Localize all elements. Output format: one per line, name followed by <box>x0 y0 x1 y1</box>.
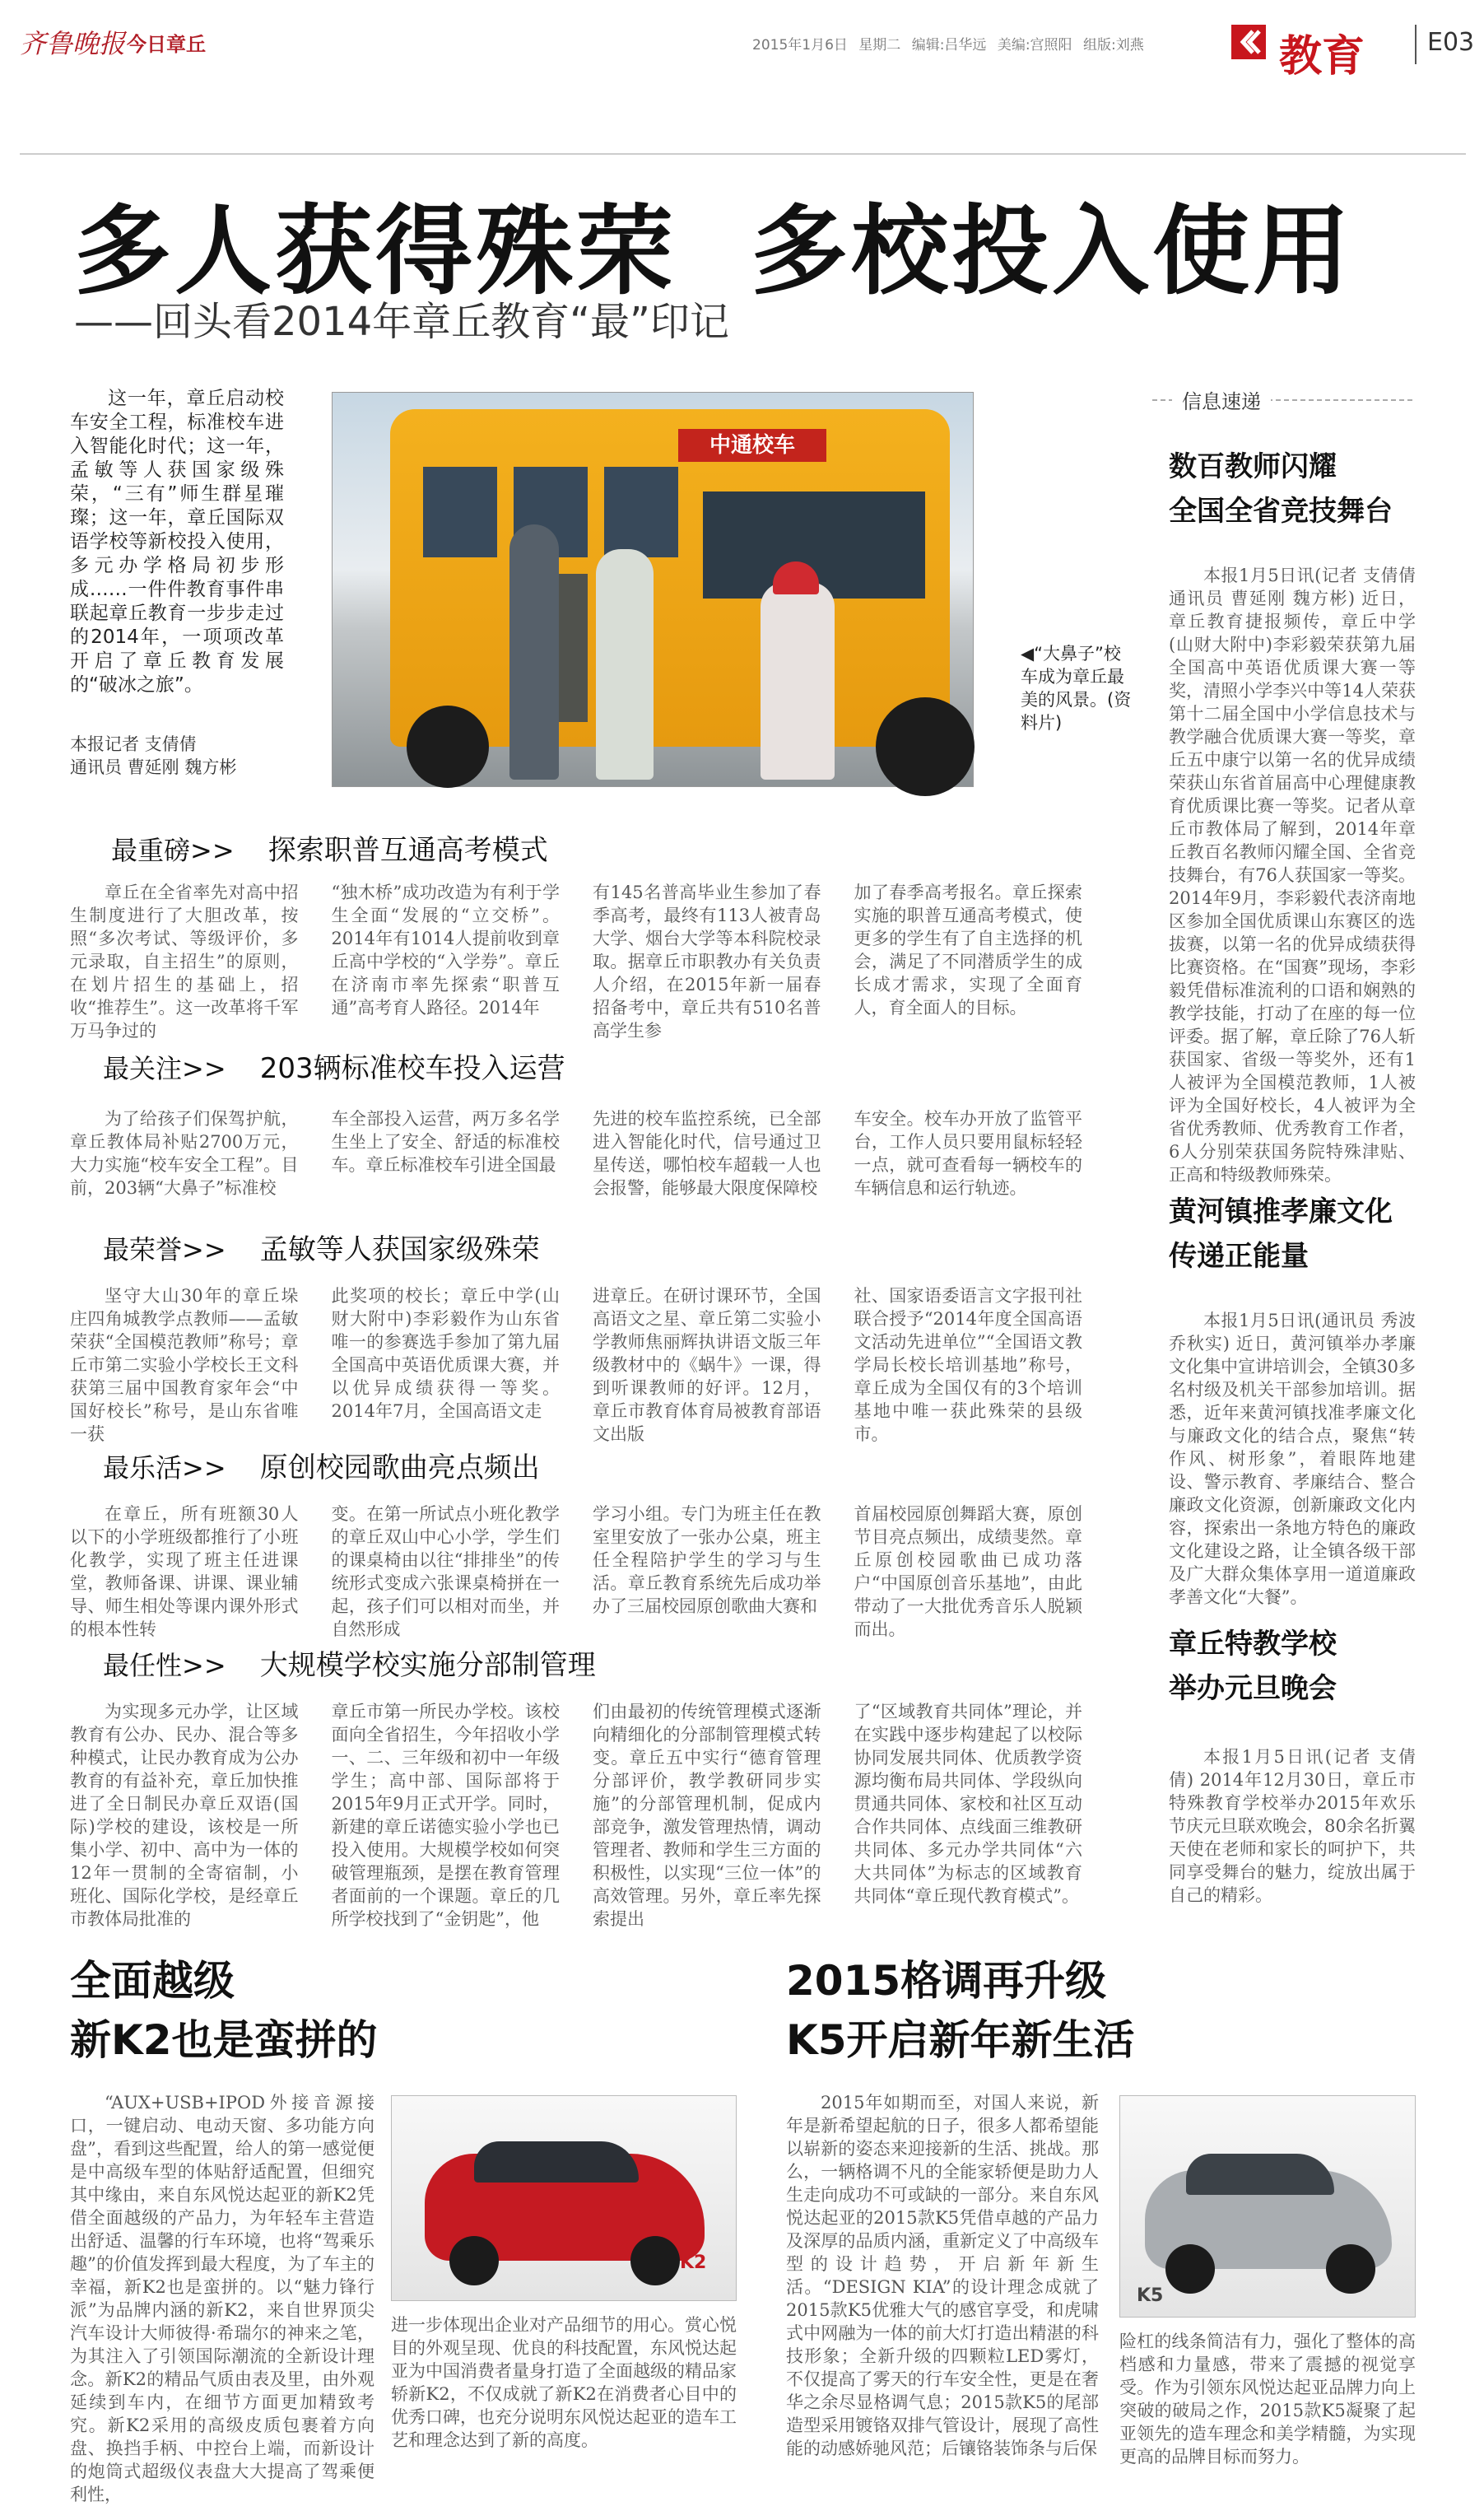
section-title: 孟敏等人获国家级殊荣 <box>259 1233 540 1266</box>
section-heading <box>70 827 1082 868</box>
news-item-title: 全国全省竞技舞台 <box>1169 495 1393 528</box>
text-column: 变。在第一所试点小班化教学的章丘双山中心小学，学生们的课桌椅由以往“排排坐”的传统形式变成六张课桌椅拼在一起，孩子们可以相对而坐，并自然形成 <box>331 1504 560 1639</box>
section-heading <box>70 1642 1082 1683</box>
ad-body-text: 2015年如期而至，对国人来说，新年是新希望起航的日子，很多人都希望能以崭新的姿态来迎接新的生活、挑战。那么，一辆格调不凡的全能家轿便是助力人生走向成功不可或缺的一部分。来自东风悦达起亚的2015款K5凭借卓越的产品力及深厚的品质内涵，重新定义了中高级车型的设计趋势，开启新年新生活。“DESIGN KIA”的设计理念成就了2015款K5优雅大气的感官享受，和虎啸式中网融为一体的前大灯打造出精湛的科技形象；全新升级的四颗粒LED雾灯，不仅提高了雾天的行车安全性，更是在奢华之余尽显格调气息；2015款K5的尾部造型采用镀铬双排气管设计，展现了高性能的动感娇驰风范；后镶铬装饰条与后保 <box>786 2093 1099 2458</box>
car-wheel <box>1165 2244 1215 2294</box>
section-heading <box>70 1445 1082 1485</box>
text-column: 为了给孩子们保驾护航，章丘教体局补贴2700万元，大力实施“校车安全工程”。目前，203辆“大鼻子”标准校 <box>70 1109 299 1198</box>
text-column: 首届校园原创舞蹈大赛，原创节目亮点频出，成绩斐然。章丘原创校园歌曲已成功落户“中国原创音乐基地”，由此带动了一大批优秀音乐人脱颖而出。 <box>854 1504 1082 1639</box>
text-column: 车安全。校车办开放了监管平台，工作人员只要用鼠标轻轻一点，就可查看每一辆校车的车辆信息和运行轨迹。 <box>854 1109 1082 1198</box>
text-column: 先进的校车监控系统，已全部进入智能化时代，信号通过卫星传送，哪怕校车超载一人也会报警，能够最大限度保障校 <box>593 1109 821 1198</box>
text-column: 为实现多元办学，让区域教育有公办、民办、混合等多种模式，让民办教育成为公办教育的有益补充，章丘加快推进了全日制民办章丘双语(国际)学校的建设，该校是一所集小学、初中、高中为一体的12年一贯制的全寄宿制，小班化、国际化学校，是经章丘市教体局批准的 <box>70 1702 299 1929</box>
text-column: 们由最初的传统管理模式逐渐向精细化的分部制管理模式转变。章丘五中实行“德育管理分部评价，教学教研同步实施”的分部管理机制，促成内部竞争，激发管理热情，调动管理者、教师和学生三方面的积极性，以实现“三位一体”的高效管理。另外，章丘率先探索提出 <box>593 1702 821 1929</box>
top-rule <box>20 153 1466 155</box>
news-item-body: 本报1月5日讯(通讯员 秀波 乔秋实) 近日，黄河镇举办孝廉文化集中宣讲培训会，全镇30多名村级及机关干部参加培训。据悉，近年来黄河镇找准孝廉文化与廉政文化的结合点，聚焦“转作风、树形象”，着眼阵地建设、警示教育、孝廉结合、整合廉政文化资源，创新廉政文化内容，探索出一条地方特色的廉政文化建设之路，让全镇各级干部及广大群众集体享用一道道廉政孝善文化“大餐”。 <box>1169 1311 1416 1607</box>
text-column: 章丘在全省率先对高中招生制度进行了大胆改革，按照“多次考试、等级评价，多元录取，自主招生”的原则，在划片招生的基础上，招收“推荐生”。这一改革将千军万马争过的 <box>70 883 299 1041</box>
k2-car-photo <box>391 2095 737 2301</box>
news-item <box>1169 445 1424 533</box>
masthead-divider <box>1415 25 1417 64</box>
text-column: 进章丘。在研讨课环节，全国高语文之星、章丘第二实验小学教师焦丽辉执讲语文版三年级教材中的《蜗牛》一课，得到听课教师的好评。12月，章丘市教育体育局被教育部语文出版 <box>593 1286 821 1444</box>
car-wheel <box>449 2236 499 2285</box>
school-bus-illustration <box>390 409 950 747</box>
school-bus-photo <box>332 392 974 787</box>
section-title: 探索职普互通高考模式 <box>267 834 548 867</box>
byline-reporter: 本报记者 支倩倩 <box>70 734 197 754</box>
news-item <box>1169 1622 1424 1711</box>
sidebar-header <box>1152 384 1416 417</box>
news-item <box>1169 1190 1424 1279</box>
page-code: E03 <box>1427 28 1475 57</box>
text-column: 坚守大山30年的章丘垛庄四角城教学点教师——孟敏荣获“全国模范教师”称号；章丘市第二实验小学校长王文科获第三届中国教育家年会“中国好校长”称号，是山东省唯一获 <box>70 1286 299 1444</box>
masthead <box>20 16 1475 107</box>
ad-title-line: 新K2也是蛮拼的 <box>70 2016 378 2064</box>
section-keyword: 最任性>> <box>103 1650 226 1681</box>
news-item-title: 举办元旦晚会 <box>1169 1672 1337 1705</box>
ad-body-text: “AUX+USB+IPOD外接音源接口，一键启动、电动天窗、多功能方向盘”，看到这些配置，给人的第一感觉便是中高级车型的体贴舒适配置，但细究其中缘由，来自东风悦达起亚的新K2凭借全面越级的产品力，为年轻车主营造出舒适、温馨的行车环境，也将“驾乘乐趣”的价值发挥到最大程度，为了车主的幸福，新K2也是蛮拼的。以“魅力锋行派”为品牌内涵的新K2，来自世界顶尖汽车设计大师彼得·希瑞尔的神来之笔，为其注入了引领国际潮流的全新设计理念。新K2的精品气质由表及里，由外观延续到车内，在细节方面更加精致考究。新K2采用的高级皮质包裹着方向盘、换挡手柄、中控台上端，而新设计的炮筒式超级仪表盘大大提高了驾乘便利性， <box>70 2093 374 2504</box>
car-wheel <box>1326 2244 1375 2294</box>
section-logo-icon <box>1231 25 1266 59</box>
car-badge: K2 <box>680 2252 707 2273</box>
ad-title-line: 全面越级 <box>70 1957 235 2005</box>
news-item-title: 数百教师闪耀 <box>1169 450 1337 483</box>
ad-headline <box>70 1951 646 2070</box>
newspaper-brand: 齐鲁晚报 <box>20 28 126 59</box>
byline <box>70 733 292 779</box>
sub-headline: ——回头看2014年章丘教育“最”印记 <box>74 299 729 345</box>
car-windshield <box>1186 2154 1334 2195</box>
news-item-title: 传递正能量 <box>1169 1240 1309 1273</box>
text-column: 了“区域教育共同体”理论，并在实践中逐步构建起了以校际协同发展共同体、优质教学资源均衡布局共同体、学段纵向贯通共同体、家校和社区互动合作共同体、点线面三维教研共同体、多元办学共同体“六大共同体”为标志的区域教育共同体“章丘现代教育模式”。 <box>854 1702 1082 1906</box>
car-windshield <box>474 2141 639 2183</box>
text-column: 社、国家语委语言文字报刊社联合授予“2014年度全国高语文活动先进单位”“全国语文教学局长校长培训基地”称号，章丘成为全国仅有的3个培训基地中唯一获此殊荣的县级市。 <box>854 1286 1082 1444</box>
ad-title-line: K5开启新年新生活 <box>786 2016 1135 2064</box>
section-name: 教育 <box>1279 32 1365 82</box>
main-headline: 多人获得殊荣 多校投入使用 <box>74 194 1354 308</box>
bus-sign: 中通校车 <box>678 429 826 462</box>
section-title: 原创校园歌曲亮点频出 <box>259 1451 540 1484</box>
byline-correspondents: 通讯员 曹延刚 魏方彬 <box>70 757 237 777</box>
ad-title-line: 2015格调再升级 <box>786 1957 1107 2005</box>
text-column: “独木桥”成功改造为有利于学生全面“发展的“立交桥”。2014年有1014人提前收到章丘高中学校的“入学券”。章丘在济南市率先探索“职普互通”高考育人路径。2014年 <box>331 883 560 1018</box>
text-column: 加了春季高考报名。章丘探索实施的职普互通高考模式，使更多的学生有了自主选择的机会，满足了不同潜质学生的成长成才需求，实现了全面育人，育全面人的目标。 <box>854 883 1082 1018</box>
section-heading <box>70 1227 1082 1267</box>
news-item-body: 本报1月5日讯(记者 支倩倩) 2014年12月30日，章丘市特殊教育学校举办2015年欢乐节庆元旦联欢晚会，80余名折翼天使在老师和家长的呵护下，共同享受舞台的魅力，绽放出属于自己的精彩。 <box>1169 1747 1416 1905</box>
section-body <box>70 1700 1082 1947</box>
section-body <box>70 881 1082 1041</box>
text-column: 学习小组。专门为班主任在教室里安放了一张办公桌，班主任全程陪护学生的学习与生活。章丘教育系统先后成功举办了三届校园原创歌曲大赛和 <box>593 1504 821 1616</box>
car-badge: K5 <box>1137 2285 1164 2306</box>
section-title: 203辆标准校车投入运营 <box>259 1052 565 1085</box>
section-keyword: 最重磅>> <box>111 835 235 866</box>
section-keyword: 最乐活>> <box>103 1452 226 1484</box>
text-column: 此奖项的校长；章丘中学(山财大附中)李彩毅作为山东省唯一的参赛选手参加了第九届全国高中英语优质课大赛，并以优异成绩获得一等奖。2014年7月，全国高语文走 <box>331 1286 560 1421</box>
ad-body-text: 进一步体现出企业对产品细节的用心。赏心悦目的外观呈现、优良的科技配置，东风悦达起亚为中国消费者量身打造了全面越级的精品家轿新K2，不仅成就了新K2在消费者心目中的优秀口碑，也充分说明东风悦达起亚的造车工艺和理念达到了新的高度。 <box>391 2315 737 2450</box>
issue-meta: 2015年1月6日 星期二 编辑:吕华远 美编:宫照阳 组版:刘燕 <box>752 37 1144 54</box>
ad-headline <box>786 1951 1362 2070</box>
sidebar-label: 信息速递 <box>1172 385 1271 414</box>
lead-paragraph: 这一年，章丘启动校车安全工程，标准校车进入智能化时代；这一年，孟敏等人获国家级殊荣，“三有”师生群星璀璨；这一年，章丘国际双语学校等新校投入使用，多元办学格局初步形成……一件件教育事件串联起章丘教育一步步走过的2014年，一项项改革开启了章丘教育发展的“破冰之旅”。 <box>70 388 284 696</box>
news-item-title: 黄河镇推孝廉文化 <box>1169 1195 1393 1228</box>
text-column: 车全部投入运营，两万多名学生坐上了安全、舒适的标准校车。章丘标准校车引进全国最 <box>331 1109 560 1175</box>
news-item-title: 章丘特教学校 <box>1169 1628 1337 1661</box>
photo-caption: ◀“大鼻子”校车成为章丘最美的风景。(资料片) <box>1021 644 1132 733</box>
text-column: 在章丘，所有班额30人以下的小学班级都推行了小班化教学，实现了班主任进课堂，教师备课、讲课、课业辅导、师生相处等课内课外形式的根本性转 <box>70 1504 299 1639</box>
section-body <box>70 1502 1082 1639</box>
news-item-body: 本报1月5日讯(记者 支倩倩 通讯员 曹延刚 魏方彬) 近日，章丘教育捷报频传，章丘中学(山财大附中)李彩毅荣获第九届全国高中英语优质课大赛一等奖，清照小学李兴中等14人荣获第十二届全国中小学信息技术与教学融合优质课大赛一等奖，章丘五中康宁以第一名的优异成绩荣获山东省首届高中心理健康教育优质课比赛一等奖。记者从章丘市教体局了解到，2014年章丘教百名教师闪耀全国、全省竞技舞台，有76人获国家一等奖。2014年9月，李彩毅代表济南地区参加全国优质课山东赛区的选拔赛，以第一名的优异成绩获得比赛资格。在“国赛”现场，李彩毅凭借标准流利的口语和娴熟的教学技能，打动了在座的每一位评委。据了解，章丘除了76人斩获国家、省级一等奖外，还有1人被评为全国模范教师，1人被评为全国好校长，4人被评为全省优秀教师、优秀教育工作者，6人分别荣获国务院特殊津贴、正高和特级教师殊荣。 <box>1169 566 1416 1185</box>
car-wheel <box>630 2236 680 2285</box>
section-keyword: 最关注>> <box>103 1053 226 1084</box>
section-body <box>70 1107 1082 1206</box>
ad-body-text: 险杠的线条简洁有力，强化了整体的高档感和力量感，带来了震撼的视觉享受。作为引领东风悦达起亚品牌力向上突破的破局之作，2015款K5凝聚了起亚领先的造车理念和美学精髓，为实现更高的品牌目标而努力。 <box>1119 2332 1416 2467</box>
section-body <box>70 1284 1082 1444</box>
text-column: 章丘市第一所民办学校。该校面向全省招生，今年招收小学一、二、三年级和初中一年级学生；高中部、国际部将于2015年9月正式开学。同时，新建的章丘诺德实验小学也已投入使用。大规模学校如何突破管理瓶颈，是摆在教育管理者面前的一个课题。章丘的几所学校找到了“金钥匙”，他 <box>331 1702 560 1929</box>
section-title: 大规模学校实施分部制管理 <box>259 1649 596 1682</box>
k5-car-photo <box>1119 2095 1416 2318</box>
edition-name: 今日章丘 <box>127 33 206 56</box>
section-heading <box>70 1046 1082 1086</box>
text-column: 有145名普高毕业生参加了春季高考，最终有113人被青岛大学、烟台大学等本科院校录取。据章丘市职教办有关负责人介绍，在2015年新一届春招备考中，章丘共有510名普高学生参 <box>593 883 821 1041</box>
section-keyword: 最荣誉>> <box>103 1234 226 1265</box>
